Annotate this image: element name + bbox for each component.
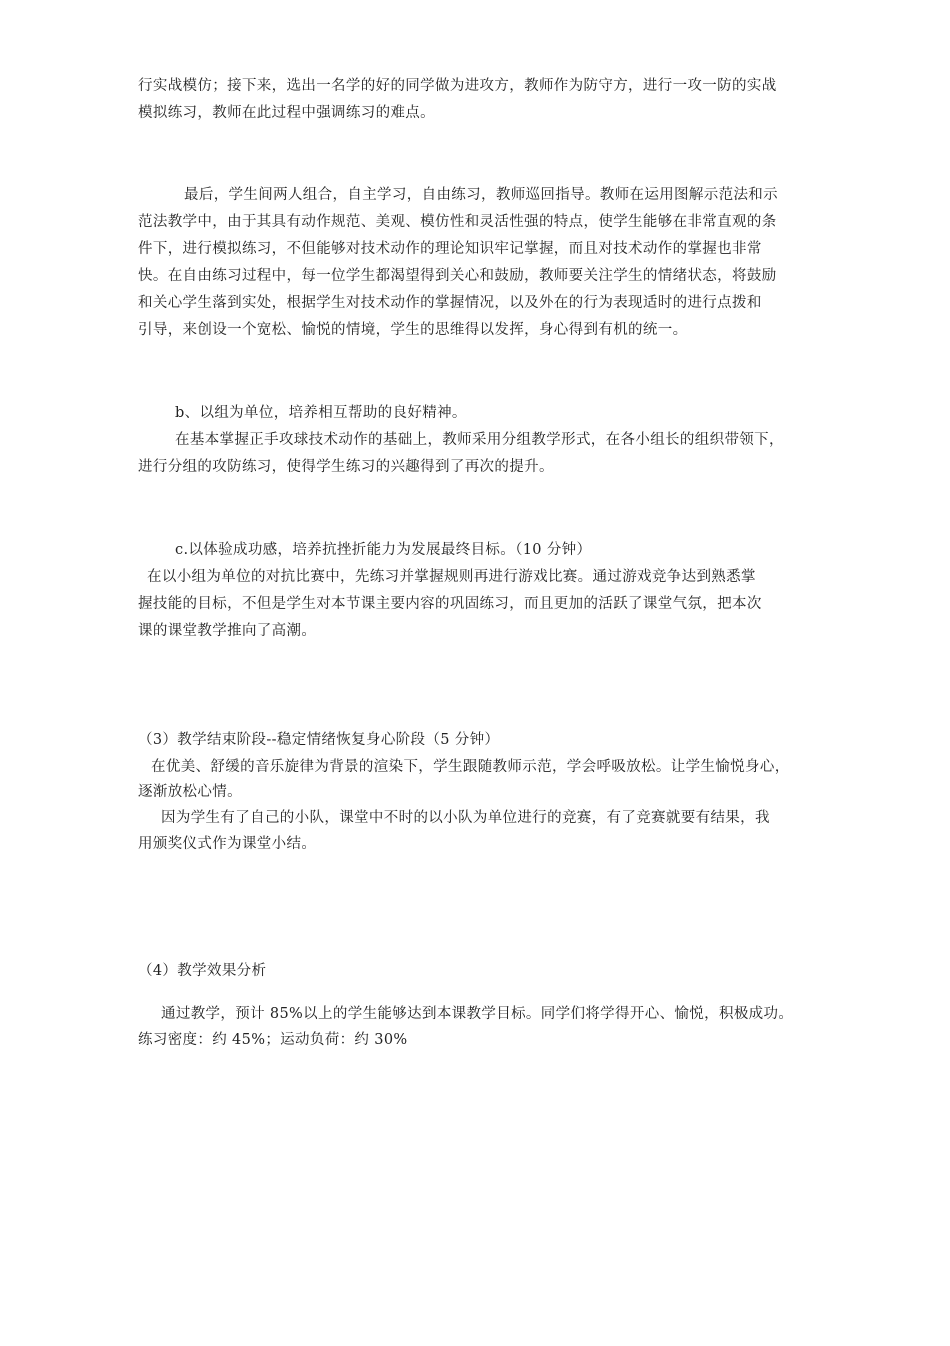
paragraph-4-line-3: 课的课堂教学推向了高潮。 xyxy=(138,623,317,639)
paragraph-5-line-4: 用颁奖仪式作为课堂小结。 xyxy=(138,836,317,852)
paragraph-5-line-3: 因为学生有了自己的小队，课堂中不时的以小队为单位进行的竞赛，有了竞赛就要有结果，我 xyxy=(161,810,770,826)
paragraph-2-line-1: 最后，学生间两人组合，自主学习，自由练习，教师巡回指导。教师在运用图解示范法和示 xyxy=(184,187,778,203)
paragraph-5-line-1: 在优美、舒缓的音乐旋律为背景的渲染下，学生跟随教师示范，学会呼吸放松。让学生愉悦身心， xyxy=(151,759,790,775)
section-4-heading: （4）教学效果分析 xyxy=(138,963,267,979)
paragraph-2-line-3: 件下，进行模拟练习，不但能够对技术动作的理论知识牢记掌握，而且对技术动作的掌握也非常 xyxy=(138,241,762,257)
section-b-heading: b、以组为单位，培养相互帮助的良好精神。 xyxy=(175,405,467,421)
section-3-heading: （3）教学结束阶段--稳定情绪恢复身心阶段（5 分钟） xyxy=(138,732,500,748)
paragraph-5-line-2: 逐渐放松心情。 xyxy=(138,784,242,800)
paragraph-7-line-2: 练习密度：约 45%；运动负荷：约 30% xyxy=(138,1032,408,1048)
paragraph-2-line-5: 和关心学生落到实处，根据学生对技术动作的掌握情况，以及外在的行为表现适时的进行点拨和 xyxy=(138,295,762,311)
paragraph-2-line-6: 引导，来创设一个宽松、愉悦的情境，学生的思维得以发挥，身心得到有机的统一。 xyxy=(138,322,688,338)
paragraph-4-line-1: 在以小组为单位的对抗比赛中，先练习并掌握规则再进行游戏比赛。通过游戏竞争达到熟悉掌 xyxy=(147,569,756,585)
paragraph-1-line-2: 模拟练习，教师在此过程中强调练习的难点。 xyxy=(138,105,435,121)
paragraph-1-line-1: 行实战模仿；接下来，选出一名学的好的同学做为进攻方，教师作为防守方，进行一攻一防的实战 xyxy=(138,78,777,94)
paragraph-4-line-2: 握技能的目标，不但是学生对本节课主要内容的巩固练习，而且更加的活跃了课堂气氛，把本次 xyxy=(138,596,762,612)
paragraph-3-line-1: 在基本掌握正手攻球技术动作的基础上，教师采用分组教学形式，在各小组长的组织带领下， xyxy=(175,432,784,448)
paragraph-2-line-4: 快。在自由练习过程中，每一位学生都渴望得到关心和鼓励，教师要关注学生的情绪状态，将鼓励 xyxy=(138,268,777,284)
paragraph-2-line-2: 范法教学中，由于其具有动作规范、美观、模仿性和灵活性强的特点，使学生能够在非常直观的条 xyxy=(138,214,777,230)
paragraph-3-line-2: 进行分组的攻防练习，使得学生练习的兴趣得到了再次的提升。 xyxy=(138,459,554,475)
paragraph-7-line-1: 通过教学，预计 85%以上的学生能够达到本课教学目标。同学们将学得开心、愉悦，积极成功。 xyxy=(161,1006,794,1022)
section-c-heading: c.以体验成功感，培养抗挫折能力为发展最终目标。（10 分钟） xyxy=(175,542,592,558)
